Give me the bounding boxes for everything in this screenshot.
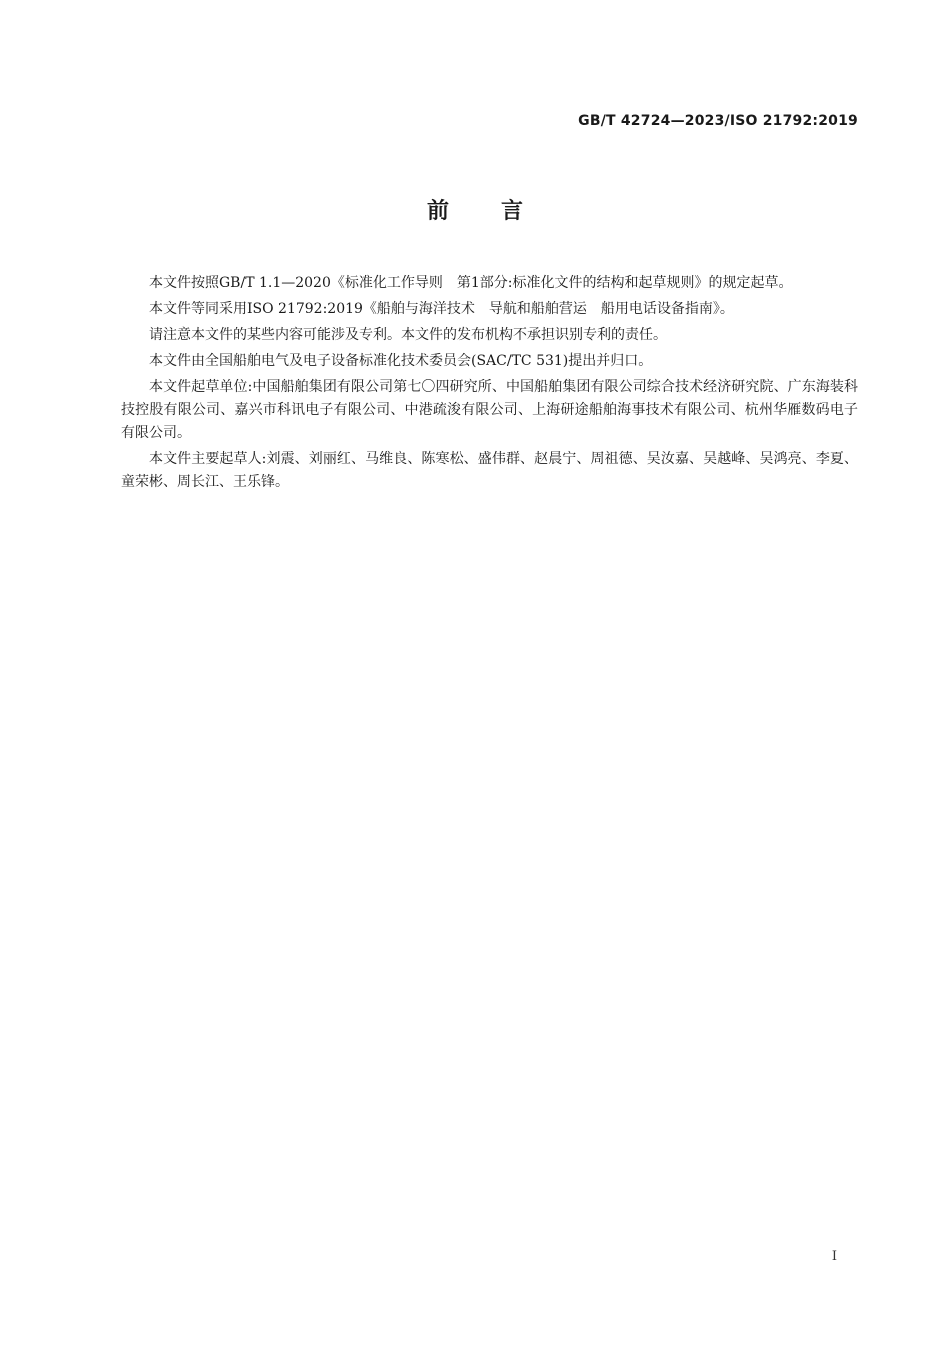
standard-code: GB/T 42724—2023/ISO 21792:2019 bbox=[578, 113, 858, 129]
paragraph-drafting-units: 本文件起草单位:中国船舶集团有限公司第七〇四研究所、中国船舶集团有限公司综合技术经济研究院、广东海装科技控股有限公司、嘉兴市科讯电子有限公司、中港疏浚有限公司、上海研途船舶海事技术有限公司、杭州华雁数码电子有限公司。 bbox=[121, 379, 858, 441]
paragraph-drafters: 本文件主要起草人:刘震、刘丽红、马维良、陈寒松、盛伟群、赵晨宁、周祖德、吴汝嘉、吴越峰、吴鸿亮、李夏、童荣彬、周长江、王乐锋。 bbox=[121, 451, 858, 490]
paragraph-committee: 本文件由全国船舶电气及电子设备标准化技术委员会(SAC/TC 531)提出并归口。 bbox=[149, 353, 653, 369]
page-title: 前言 bbox=[426, 199, 575, 224]
paragraph-drafting-rules: 本文件按照GB/T 1.1—2020《标准化工作导则 第1部分:标准化文件的结构和起草规则》的规定起草。 bbox=[149, 275, 793, 291]
document-body bbox=[121, 272, 858, 497]
paragraph-iso-adoption: 本文件等同采用ISO 21792:2019《船舶与海洋技术 导航和船舶营运 船用电话设备指南》。 bbox=[149, 301, 734, 317]
page-number: I bbox=[831, 1249, 837, 1264]
paragraph-patent-notice: 请注意本文件的某些内容可能涉及专利。本文件的发布机构不承担识别专利的责任。 bbox=[149, 327, 667, 343]
